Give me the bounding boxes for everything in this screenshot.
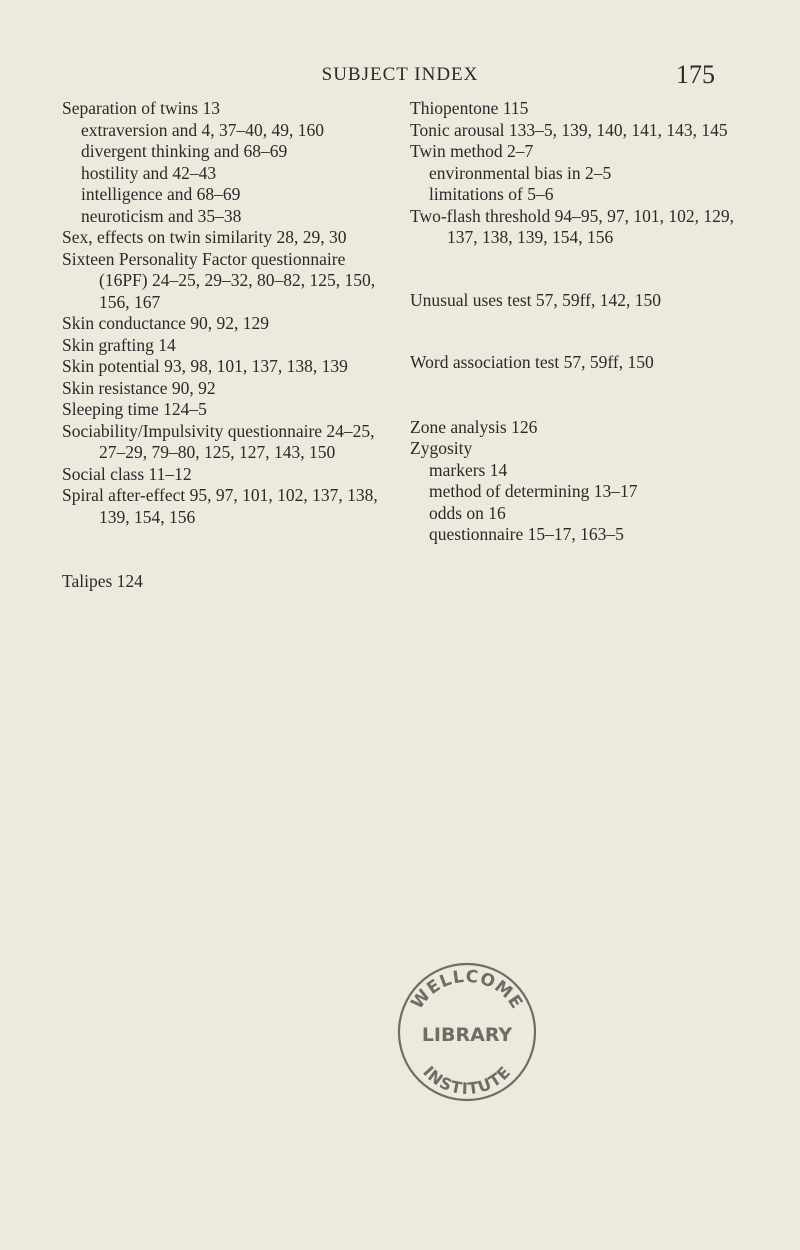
stamp-center-text: LIBRARY xyxy=(421,1024,513,1046)
index-entry: Skin resistance 90, 92 xyxy=(62,377,216,398)
index-entry: Spiral after-effect 95, 97, 101, 102, 137, 138, 139, 154, 156 xyxy=(62,485,378,527)
index-subentry: questionnaire 15–17, 163–5 xyxy=(429,524,624,544)
index-column-left xyxy=(62,98,392,593)
index-entry: Two-flash threshold 94–95, 97, 101, 102, 129, 137, 138, 139, 154, 156 xyxy=(410,205,734,247)
index-subentry: method of determining 13–17 xyxy=(429,481,638,501)
index-entry: Sixteen Personality Factor questionnaire (16PF) 24–25, 29–32, 80–82, 125, 150, 156, 167 xyxy=(62,248,376,312)
index-entry: Sociability/Impulsivity questionnaire 24–25, 27–29, 79–80, 125, 127, 143, 150 xyxy=(62,420,375,462)
index-subentry: intelligence and 68–69 xyxy=(81,184,241,204)
index-entry: Sleeping time 124–5 xyxy=(62,399,207,419)
index-subentry: markers 14 xyxy=(429,459,508,480)
index-entry: Talipes 124 xyxy=(62,571,143,591)
index-entry: Skin potential 93, 98, 101, 137, 138, 139 xyxy=(62,356,348,376)
index-entry: Unusual uses test 57, 59ff, 142, 150 xyxy=(410,289,661,310)
index-subentry: divergent thinking and 68–69 xyxy=(81,141,288,161)
index-entry: Zone analysis 126 xyxy=(410,416,538,437)
index-subentry: extraversion and 4, 37–40, 49, 160 xyxy=(81,119,325,140)
index-subentry: environmental bias in 2–5 xyxy=(429,162,612,183)
index-entry: Social class 11–12 xyxy=(62,463,192,484)
page-number: 175 xyxy=(676,60,715,89)
index-column-right xyxy=(410,98,740,546)
index-subentry: limitations of 5–6 xyxy=(429,184,554,204)
index-entry: Thiopentone 115 xyxy=(410,98,529,118)
index-entry: Twin method 2–7 xyxy=(410,141,534,161)
stamp-top-text: WELLCOME xyxy=(407,966,527,1014)
index-entry: Tonic arousal 133–5, 139, 140, 141, 143, 145 xyxy=(410,119,728,140)
index-entry: Skin conductance 90, 92, 129 xyxy=(62,313,270,333)
index-entry: Zygosity xyxy=(410,438,473,458)
running-header: SUBJECT INDEX xyxy=(321,64,479,85)
library-stamp xyxy=(392,955,542,1105)
stamp-bottom-text: INSTITUTE xyxy=(419,1062,515,1099)
index-entry: Word association test 57, 59ff, 150 xyxy=(410,352,654,372)
index-entry: Sex, effects on twin similarity 28, 29, 30 xyxy=(62,227,347,247)
index-subentry: hostility and 42–43 xyxy=(81,162,217,183)
index-subentry: odds on 16 xyxy=(429,502,506,523)
index-entry: Separation of twins 13 xyxy=(62,98,220,118)
index-entry: Skin grafting 14 xyxy=(62,334,176,355)
index-subentry: neuroticism and 35–38 xyxy=(81,205,242,226)
